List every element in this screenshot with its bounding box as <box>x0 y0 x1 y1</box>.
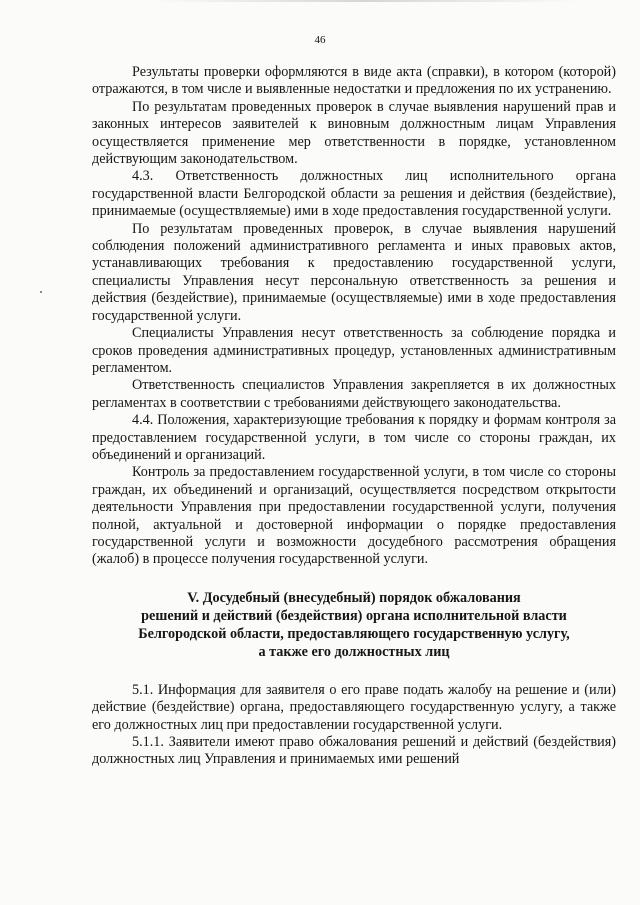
scan-top-edge <box>150 0 580 2</box>
document-body <box>92 64 616 769</box>
paragraph-4-4-heading: 4.4. Положения, характеризующие требования к порядку и формам контроля за предоставлением государственной услуги, в том числе со стороны граждан, их объединений и организаций. <box>92 412 616 463</box>
paragraph-specialists-personal-responsibility: По результатам проведенных проверок, в случае выявления нарушений соблюдения положений административного регламента и иных правовых актов, устанавливающих требования к предоставлению государственной услуги, специалисты Управления несут персональную ответственность за решения и действия (бездействие), принимаемые (осуществляемые) ими в ходе предоставления государственной услуги. <box>92 220 616 324</box>
paragraph-act-results: Результаты проверки оформляются в виде акта (справки), в котором (которой) отражаются, в том числе и выявленные недостатки и предложения по их устранению. <box>92 64 616 98</box>
paragraph-5-1: 5.1. Информация для заявителя о его праве подать жалобу на решение и (или) действие (бездействие) органа, предоставляющего государственную услугу, а также его должностных лиц при предоставлении государственной услуги. <box>92 681 616 733</box>
paragraph-4-3-heading: 4.3. Ответственность должностных лиц исполнительного органа государственной власти Белгородской области за решения и действия (бездействие), принимаемые (осуществляемые) ими в ходе предоставления государственной услуги. <box>92 168 616 220</box>
section-v-heading <box>92 589 616 661</box>
scan-mark <box>40 291 42 293</box>
page-number: 46 <box>314 34 326 46</box>
paragraph-procedure-terms: Специалисты Управления несут ответственность за соблюдение порядка и сроков проведения административных процедур, установленных административным регламентом. <box>92 325 616 376</box>
paragraph-public-control: Контроль за предоставлением государственной услуги, в том числе со стороны граждан, их объединений и организаций, осуществляется посредством открытости деятельности Управления при предоставлении государственной услуги, получения полной, актуальной и достоверной информации о порядке предоставления государственной услуги и возможности досудебного рассмотрения обращения (жалоб) в процессе получения государственной услуги. <box>92 464 616 568</box>
paragraph-job-regulations: Ответственность специалистов Управления закрепляется в их должностных регламентах в соответствии с требованиями действующего законодательства. <box>92 377 616 411</box>
section-heading-line: V. Досудебный (внесудебный) порядок обжалования <box>187 589 521 606</box>
section-heading-line: Белгородской области, предоставляющего государственную услугу, <box>138 625 570 642</box>
paragraph-violations-responsibility: По результатам проведенных проверок в случае выявления нарушений прав и законных интересов заявителей к виновным должностным лицам Управления осуществляется применение мер ответственности в порядке, установленном действующим законодательством. <box>92 98 616 168</box>
section-heading-line: решений и действий (бездействия) органа исполнительной власти <box>141 607 567 624</box>
paragraph-5-1-1: 5.1.1. Заявители имеют право обжалования решений и действий (бездействия) должностных лиц Управления и принимаемых ими решений <box>92 734 616 768</box>
section-heading-line: а также его должностных лиц <box>258 643 450 660</box>
